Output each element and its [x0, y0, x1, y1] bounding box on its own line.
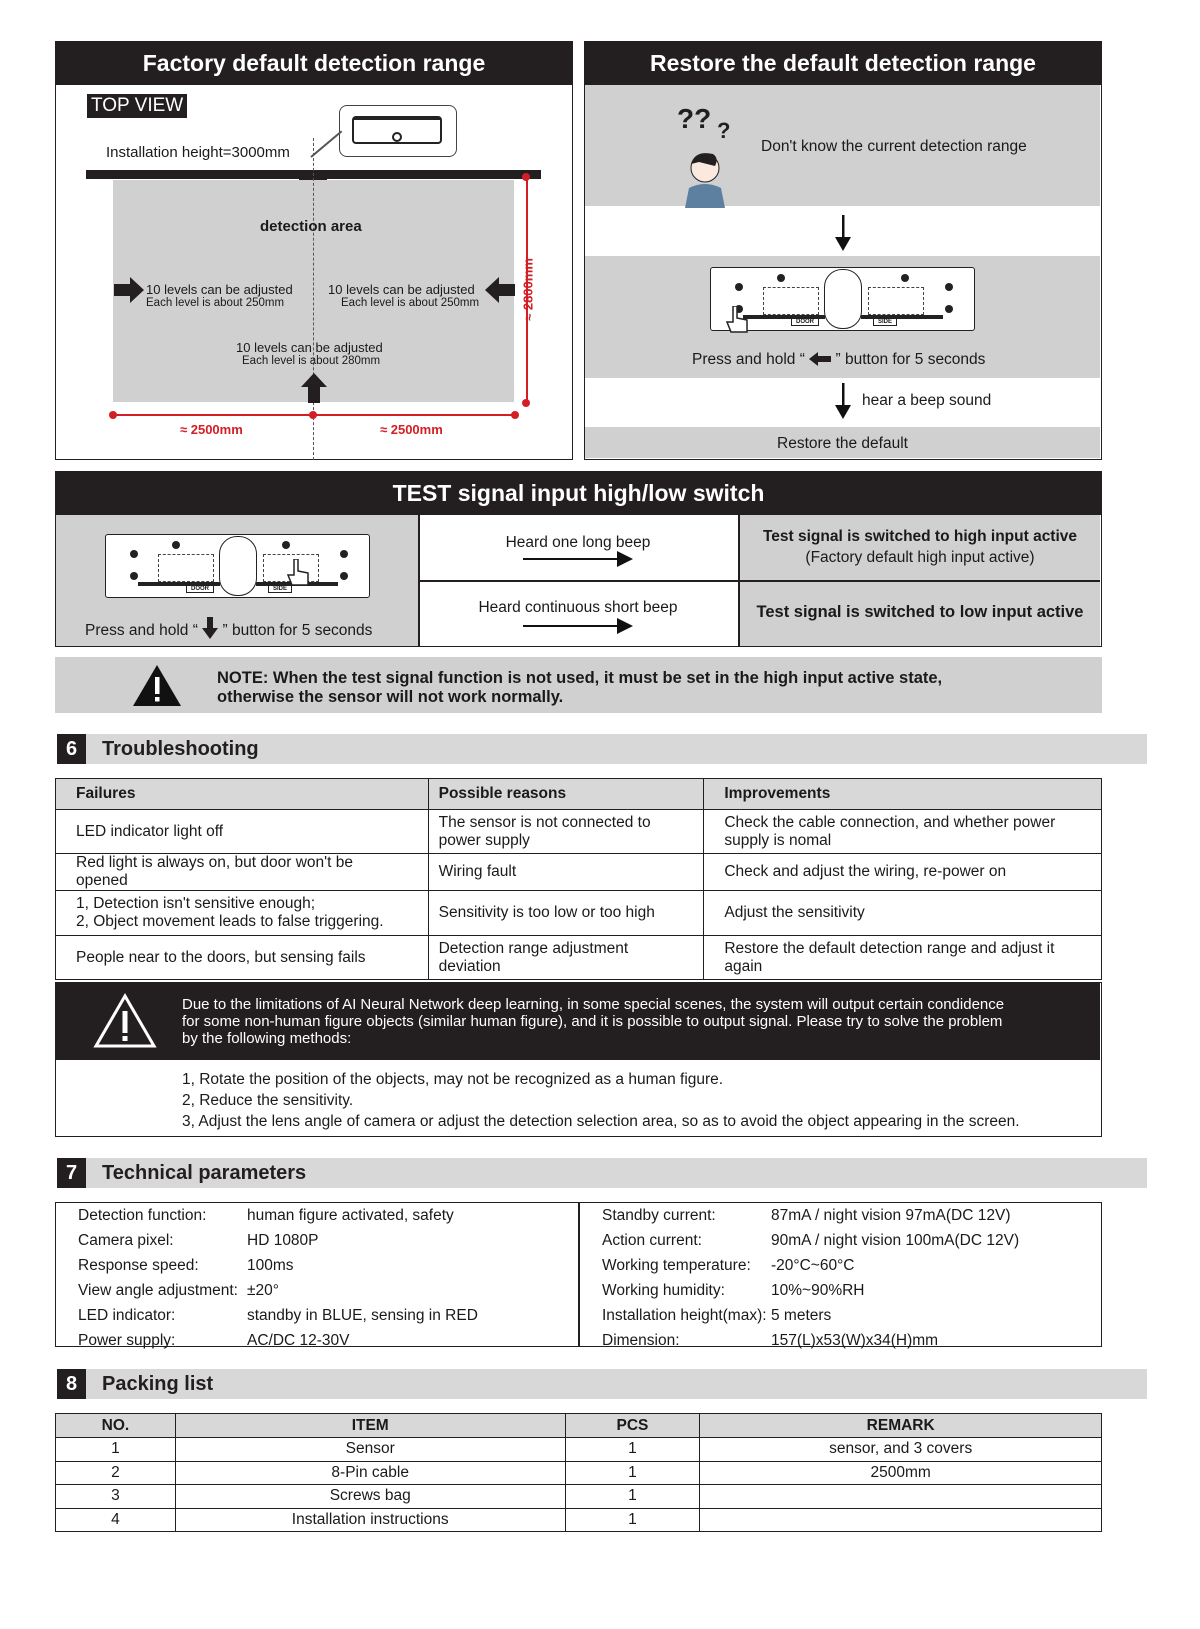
bottom-adjust-text: 10 levels can be adjusted — [236, 340, 383, 355]
reason-cell: Detection range adjustment deviation — [428, 936, 704, 980]
bottom-adjust-sub: Each level is about 280mm — [242, 355, 381, 367]
section-title: Technical parameters — [102, 1162, 307, 1184]
short-beep-arrow — [523, 625, 619, 627]
warning-line-1: Due to the limitations of AI Neural Network deep learning, in some special scenes, the system will output certain condidence — [182, 996, 1005, 1013]
test-signal-panel — [55, 471, 1102, 647]
right-adjust-sub: Each level is about 250mm — [341, 297, 480, 309]
param-value: 5 meters — [771, 1306, 832, 1324]
section-number: 7 — [57, 1158, 86, 1188]
table-header-row — [56, 779, 1102, 810]
param-label: LED indicator: — [78, 1306, 176, 1324]
remark-cell: 2500mm — [700, 1461, 1102, 1485]
right-adjust-text: 10 levels can be adjusted — [328, 282, 475, 297]
svg-text:?: ? — [717, 118, 731, 143]
param-value: human figure activated, safety — [247, 1206, 454, 1224]
dont-know-text: Don't know the current detection range — [761, 138, 1027, 155]
packing-heading — [57, 1369, 1147, 1399]
table-row — [56, 1508, 1102, 1532]
warning-line-2: for some non-human figure objects (similar human figure), and it is possible to output signal. Please try to solve the problem — [182, 1013, 1003, 1030]
method-item: 1, Rotate the position of the objects, may not be recognized as a human figure. — [182, 1071, 724, 1088]
header-failures: Failures — [56, 779, 429, 810]
pcs-cell: 1 — [565, 1461, 700, 1485]
improvement-cell: Check the cable connection, and whether power supply is nomal — [704, 810, 1102, 854]
arrow-down-icon — [833, 215, 853, 251]
param-value: AC/DC 12-30V — [247, 1331, 350, 1349]
header-improvements: Improvements — [704, 779, 1102, 810]
table-header-row — [56, 1414, 1102, 1438]
hand-pointer-icon — [725, 306, 751, 334]
param-row — [580, 1228, 1100, 1253]
note-line-2: otherwise the sensor will not work normally. — [217, 688, 564, 706]
failure-cell: People near to the doors, but sensing fails — [56, 936, 429, 980]
failure-cell: Red light is always on, but door won't be opened — [56, 854, 429, 891]
param-value: 10%~90%RH — [771, 1281, 865, 1299]
warning-line-3: by the following methods: — [182, 1030, 352, 1047]
press-hold-prefix: Press and hold “ — [692, 351, 805, 368]
param-row — [580, 1303, 1100, 1328]
troubleshooting-table — [55, 778, 1102, 980]
param-value: 157(L)x53(W)x34(H)mm — [771, 1331, 939, 1349]
warning-icon — [132, 663, 182, 707]
failure-cell: LED indicator light off — [56, 810, 429, 854]
reason-cell: Sensitivity is too low or too high — [428, 891, 704, 936]
left-dimension-text: ≈ 2500mm — [180, 422, 243, 437]
restore-default-panel — [584, 41, 1102, 460]
door-label: DOOR — [186, 585, 214, 593]
technical-params-box — [55, 1202, 1102, 1347]
table-row — [56, 936, 1102, 980]
param-value: HD 1080P — [247, 1231, 319, 1249]
param-row — [580, 1203, 1100, 1228]
long-beep-arrow — [523, 558, 619, 560]
left-adjust-sub: Each level is about 250mm — [146, 297, 285, 309]
remark-cell: sensor, and 3 covers — [700, 1438, 1102, 1462]
param-value: -20°C~60°C — [771, 1256, 855, 1274]
reason-cell: The sensor is not connected to power supply — [428, 810, 704, 854]
table-row — [56, 1485, 1102, 1509]
param-value: 87mA / night vision 97mA(DC 12V) — [771, 1206, 1011, 1224]
factory-default-title: Factory default detection range — [56, 42, 572, 85]
left-button-icon — [809, 352, 831, 366]
detection-area-label: detection area — [260, 218, 362, 235]
improvement-cell: Adjust the sensitivity — [704, 891, 1102, 936]
section-title: Troubleshooting — [102, 738, 259, 760]
packing-table — [55, 1413, 1102, 1532]
note-line-1: NOTE: When the test signal function is not used, it must be set in the high input active state, — [217, 669, 943, 687]
param-row — [56, 1328, 576, 1353]
high-input-sub: (Factory default high input active) — [805, 549, 1035, 566]
no-cell: 1 — [56, 1438, 176, 1462]
arrow-down-icon-2 — [833, 383, 853, 419]
param-row — [580, 1278, 1100, 1303]
arrow-left-icon — [483, 277, 515, 303]
restore-default-title: Restore the default detection range — [585, 42, 1101, 85]
side-label: SIDE — [873, 318, 897, 326]
param-label: Response speed: — [78, 1256, 199, 1274]
svg-text:??: ?? — [677, 103, 712, 134]
param-label: Camera pixel: — [78, 1231, 174, 1249]
hand-pointer-icon — [286, 559, 312, 587]
long-beep-text: Heard one long beep — [505, 534, 651, 551]
no-cell: 4 — [56, 1508, 176, 1532]
param-label: Working humidity: — [602, 1281, 725, 1299]
section-number: 8 — [57, 1369, 86, 1399]
param-row — [56, 1303, 576, 1328]
table-row — [56, 1461, 1102, 1485]
param-label: Action current: — [602, 1231, 702, 1249]
param-row — [56, 1278, 576, 1303]
param-value: 100ms — [247, 1256, 294, 1274]
confused-person-icon — [675, 100, 745, 208]
item-cell: Sensor — [175, 1438, 565, 1462]
arrow-up-icon — [301, 373, 327, 403]
param-row — [580, 1328, 1100, 1353]
pcs-cell: 1 — [565, 1508, 700, 1532]
arrow-right-icon — [114, 277, 146, 303]
right-dimension-text: ≈ 2500mm — [380, 422, 443, 437]
method-item: 2, Reduce the sensitivity. — [182, 1092, 354, 1109]
ai-warning-box — [55, 982, 1102, 1137]
param-label: Working temperature: — [602, 1256, 751, 1274]
header-reasons: Possible reasons — [428, 779, 704, 810]
header-pcs: PCS — [565, 1414, 700, 1438]
table-row — [56, 810, 1102, 854]
param-label: Detection function: — [78, 1206, 207, 1224]
improvement-cell: Check and adjust the wiring, re-power on — [704, 854, 1102, 891]
installation-height-text: Installation height=3000mm — [106, 144, 290, 161]
technical-params-right — [580, 1203, 1100, 1353]
item-cell: 8-Pin cable — [175, 1461, 565, 1485]
down-button-icon — [202, 617, 218, 639]
door-label: DOOR — [791, 318, 819, 326]
table-row — [56, 1438, 1102, 1462]
warning-outline-icon — [93, 993, 157, 1049]
param-label: Installation height(max): — [602, 1306, 767, 1324]
param-label: Standby current: — [602, 1206, 716, 1224]
restore-default-text: Restore the default — [777, 435, 908, 452]
param-label: Power supply: — [78, 1331, 176, 1349]
section-title: Packing list — [102, 1373, 214, 1395]
param-value: standby in BLUE, sensing in RED — [247, 1306, 478, 1324]
reason-cell: Wiring fault — [428, 854, 704, 891]
param-value: ±20° — [247, 1281, 279, 1299]
header-remark: REMARK — [700, 1414, 1102, 1438]
troubleshooting-heading — [57, 734, 1147, 764]
param-label: Dimension: — [602, 1331, 680, 1349]
technical-params-left — [56, 1203, 576, 1353]
note-banner — [55, 657, 1102, 713]
pcs-cell: 1 — [565, 1485, 700, 1509]
header-item: ITEM — [175, 1414, 565, 1438]
sensor-callout-icon — [339, 105, 457, 157]
param-row — [56, 1228, 576, 1253]
item-cell: Screws bag — [175, 1485, 565, 1509]
method-item: 3, Adjust the lens angle of camera or adjust the detection selection area, so as to avoid the object appearing in the screen. — [182, 1113, 1020, 1130]
test-press-hold-text — [85, 617, 372, 640]
table-row — [56, 854, 1102, 891]
section-number: 6 — [57, 734, 86, 764]
header-no: NO. — [56, 1414, 176, 1438]
high-input-title: Test signal is switched to high input active — [762, 528, 1078, 545]
remark-cell — [700, 1485, 1102, 1509]
test-sensor-device-diagram — [105, 534, 370, 598]
top-view-label: TOP VIEW — [87, 94, 187, 118]
failure-cell: 1, Detection isn't sensitive enough; 2, Object movement leads to false triggering. — [56, 891, 429, 936]
param-label: View angle adjustment: — [78, 1281, 238, 1299]
param-value: 90mA / night vision 100mA(DC 12V) — [771, 1231, 1020, 1249]
no-cell: 2 — [56, 1461, 176, 1485]
param-row — [56, 1253, 576, 1278]
table-row — [56, 891, 1102, 936]
restore-press-hold-text — [692, 351, 985, 369]
pcs-cell: 1 — [565, 1438, 700, 1462]
no-cell: 3 — [56, 1485, 176, 1509]
param-row — [580, 1253, 1100, 1278]
short-beep-text: Heard continuous short beep — [478, 599, 678, 616]
test-signal-title: TEST signal input high/low switch — [56, 472, 1101, 515]
press-hold-suffix: ” button for 5 seconds — [835, 351, 986, 368]
height-dimension-text: ≈ 2800mm — [520, 258, 536, 321]
sensor-device-diagram — [710, 267, 975, 331]
beep-sound-text: hear a beep sound — [862, 392, 992, 409]
param-row — [56, 1203, 576, 1228]
item-cell: Installation instructions — [175, 1508, 565, 1532]
remark-cell — [700, 1508, 1102, 1532]
improvement-cell: Restore the default detection range and adjust it again — [704, 936, 1102, 980]
technical-heading — [57, 1158, 1147, 1188]
press-hold-prefix: Press and hold “ — [85, 622, 198, 639]
left-adjust-text: 10 levels can be adjusted — [146, 282, 293, 297]
press-hold-suffix: ” button for 5 seconds — [222, 622, 373, 639]
side-label: SIDE — [268, 585, 292, 593]
low-input-title: Test signal is switched to low input active — [756, 603, 1084, 621]
factory-default-panel — [55, 41, 573, 460]
